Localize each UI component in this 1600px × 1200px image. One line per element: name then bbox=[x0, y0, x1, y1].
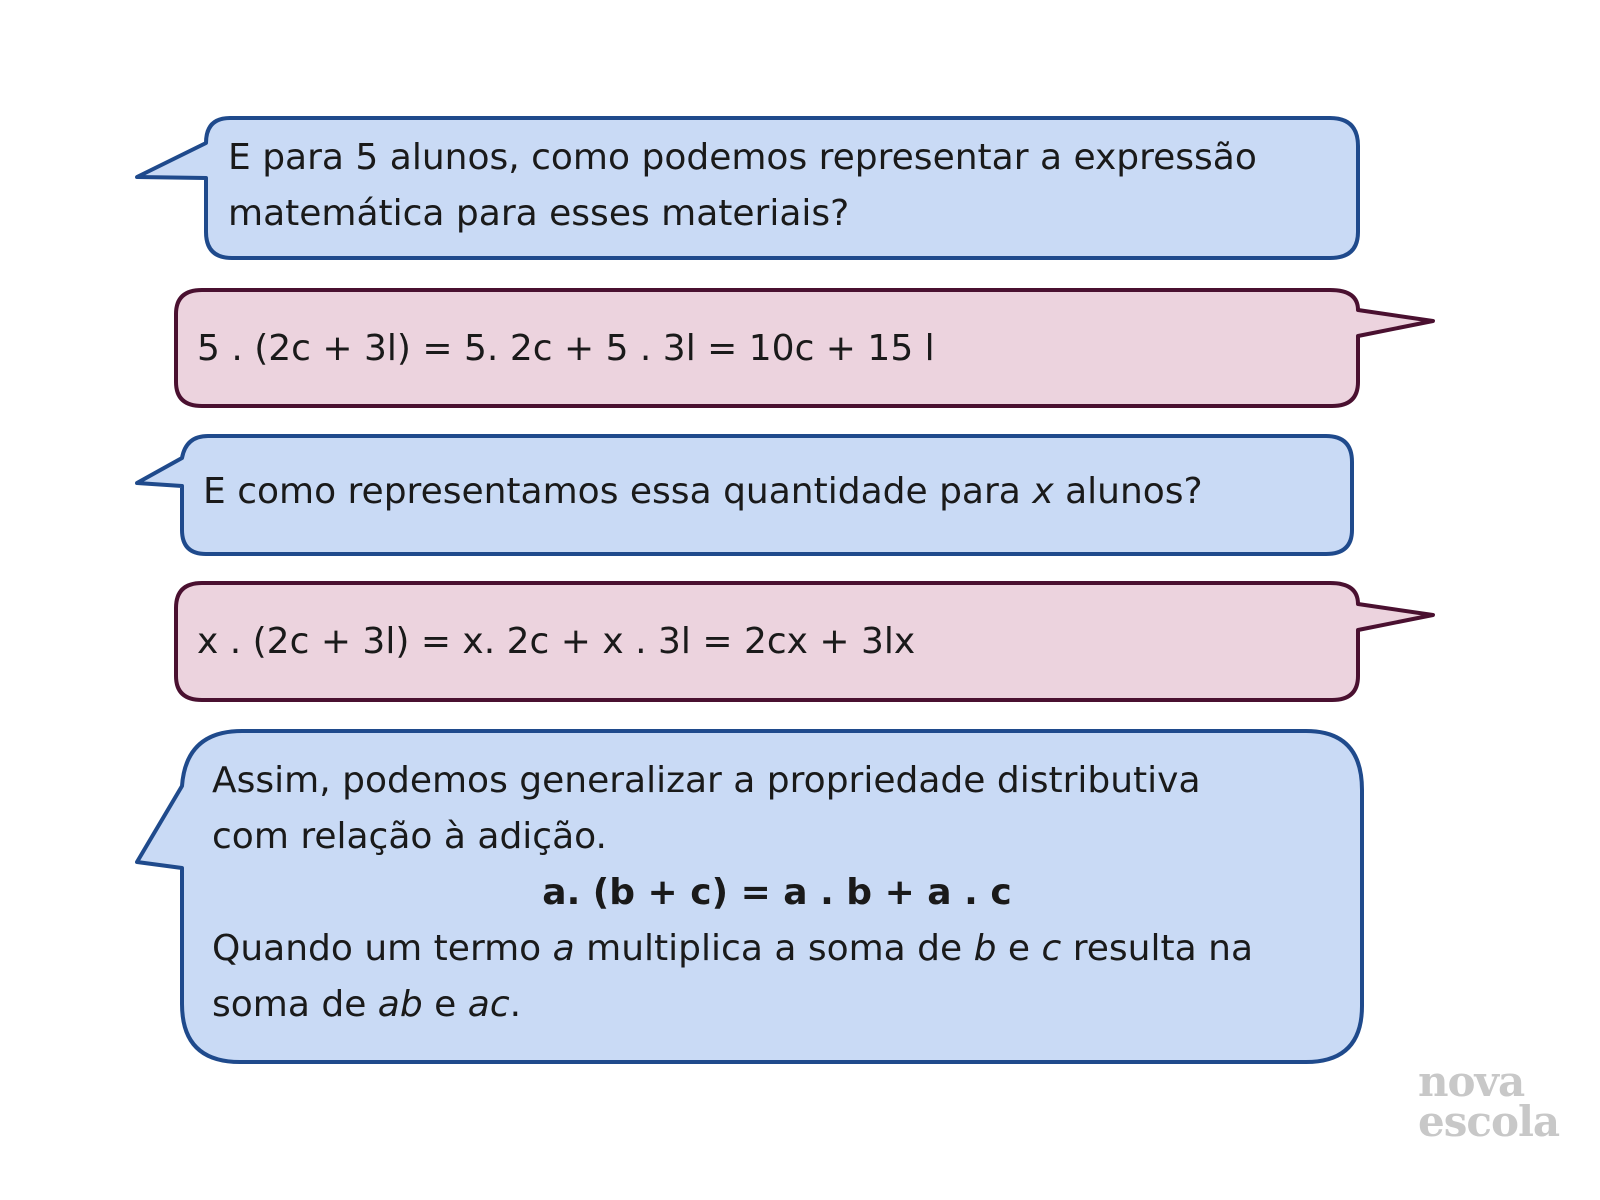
bubble-text-q1 bbox=[228, 130, 1338, 242]
text-line: matemática para esses materiais? bbox=[228, 193, 850, 234]
bubble-text-a1 bbox=[197, 321, 1337, 377]
equation-line: x . (2c + 3l) = x. 2c + x . 3l = 2cx + 3lx bbox=[197, 621, 916, 662]
text-line: com relação à adição. bbox=[212, 816, 607, 857]
text-line bbox=[212, 977, 1342, 1033]
text-segment: Quando um termo bbox=[212, 928, 553, 969]
text-segment: . bbox=[509, 984, 522, 1025]
text-segment: E como representamos essa quantidade para bbox=[203, 471, 1033, 512]
variable-x: x bbox=[1032, 471, 1054, 512]
term-ab: ab bbox=[377, 984, 423, 1025]
term-ac: ac bbox=[467, 984, 510, 1025]
logo-line-nova: nova bbox=[1418, 1057, 1525, 1106]
text-segment: resulta na bbox=[1061, 928, 1253, 969]
bubble-text-q2 bbox=[203, 464, 1333, 520]
equation-line: 5 . (2c + 3l) = 5. 2c + 5 . 3l = 10c + 15 l bbox=[197, 328, 935, 369]
variable-c: c bbox=[1041, 928, 1062, 969]
text-line: E para 5 alunos, como podemos representar a expressão bbox=[228, 137, 1257, 178]
nova-escola-logo bbox=[1418, 1057, 1560, 1146]
bubble-text-conclusion bbox=[212, 753, 1342, 1033]
text-line: Assim, podemos generalizar a propriedade distributiva bbox=[212, 760, 1201, 801]
text-segment: e bbox=[996, 928, 1042, 969]
text-segment: e bbox=[422, 984, 468, 1025]
logo-line-escola: escola bbox=[1418, 1097, 1560, 1146]
variable-a: a bbox=[552, 928, 575, 969]
distributive-formula: a. (b + c) = a . b + a . c bbox=[542, 872, 1012, 913]
bubble-text-a2 bbox=[197, 614, 1337, 670]
text-segment: multiplica a soma de bbox=[574, 928, 974, 969]
text-line bbox=[203, 464, 1333, 520]
variable-b: b bbox=[973, 928, 997, 969]
text-segment: soma de bbox=[212, 984, 378, 1025]
text-segment: alunos? bbox=[1053, 471, 1203, 512]
text-line bbox=[212, 921, 1342, 977]
